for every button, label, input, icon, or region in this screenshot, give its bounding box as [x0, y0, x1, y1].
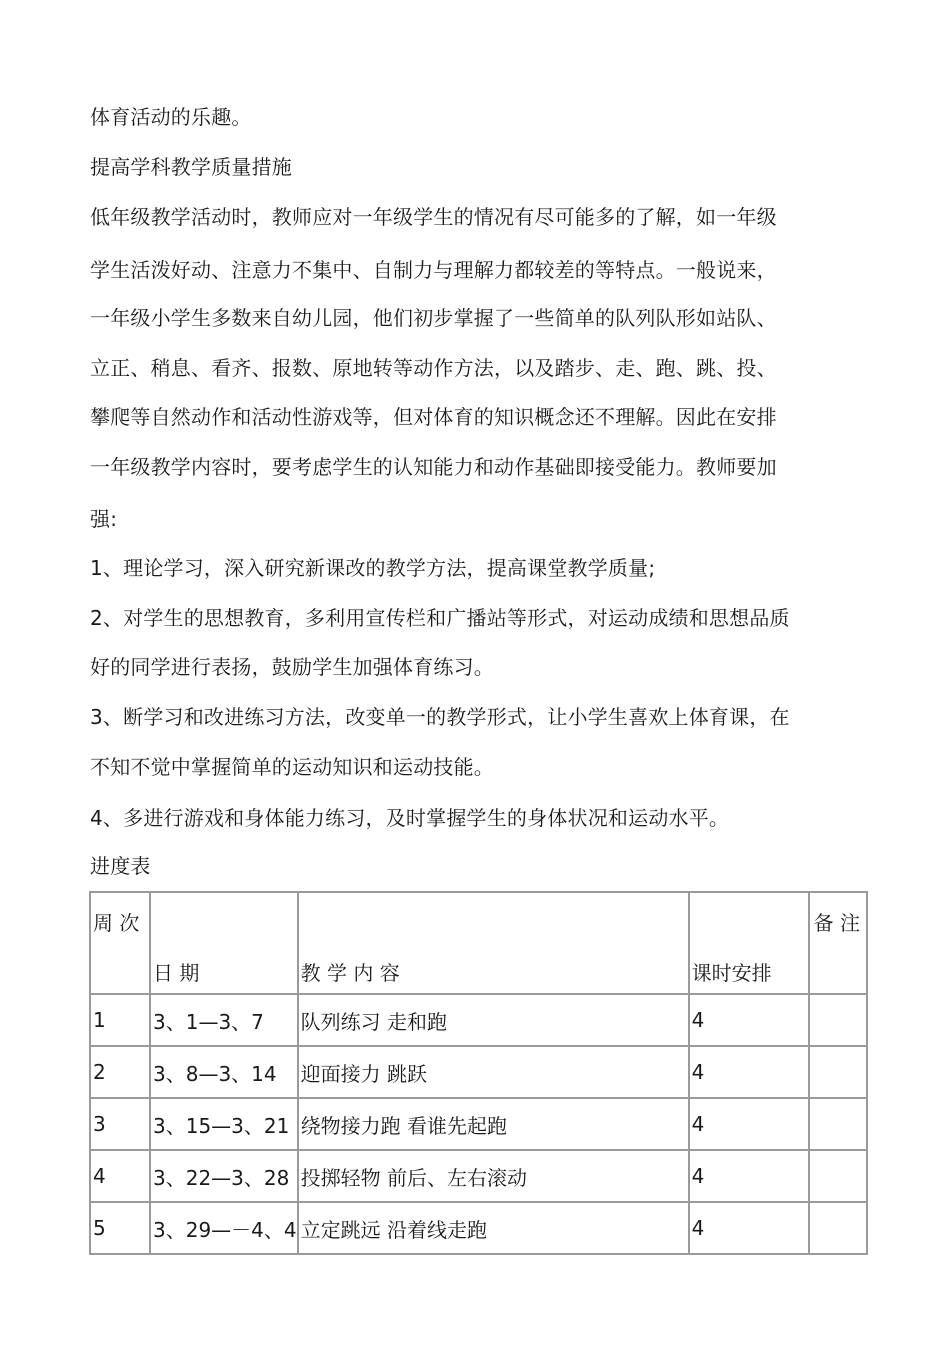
schedule-table: [89, 891, 868, 1255]
cell-week: 1: [90, 994, 150, 1046]
list-item: 3、断学习和改进练习方法，改变单一的教学形式，让小学生喜欢上体育课，在: [90, 705, 790, 729]
cell-hours: 4: [689, 1046, 809, 1098]
cell-note: [809, 1202, 867, 1254]
cell-date: 3、29—－4、4: [150, 1202, 298, 1254]
table-row: [90, 1046, 867, 1098]
paragraph-line: 学生活泼好动、注意力不集中、自制力与理解力都较差的等特点。一般说来，: [90, 258, 777, 282]
table-title: 进度表: [90, 854, 151, 878]
header-cell-hours: 课时安排: [689, 892, 809, 994]
cell-week: 4: [90, 1150, 150, 1202]
cell-note: [809, 1150, 867, 1202]
paragraph-line: 一年级小学生多数来自幼儿园，他们初步掌握了一些简单的队列队形如站队、: [90, 306, 777, 330]
cell-note: [809, 994, 867, 1046]
table-row: [90, 1098, 867, 1150]
table-row: [90, 1150, 867, 1202]
cell-content: 迎面接力 跳跃: [298, 1046, 689, 1098]
cell-date: 3、1—3、7: [150, 994, 298, 1046]
cell-week: 5: [90, 1202, 150, 1254]
cell-content: 立定跳远 沿着线走跑: [298, 1202, 689, 1254]
table-header-row: [90, 892, 867, 994]
section-heading: 提高学科教学质量措施: [90, 155, 292, 179]
cell-hours: 4: [689, 1150, 809, 1202]
cell-note: [809, 1098, 867, 1150]
cell-content: 投掷轻物 前后、左右滚动: [298, 1150, 689, 1202]
paragraph-line: 一年级教学内容时，要考虑学生的认知能力和动作基础即接受能力。教师要加: [90, 455, 777, 479]
paragraph-line: 低年级教学活动时，教师应对一年级学生的情况有尽可能多的了解，如一年级: [90, 205, 777, 229]
paragraph-line: 好的同学进行表扬，鼓励学生加强体育练习。: [90, 655, 494, 679]
cell-week: 2: [90, 1046, 150, 1098]
header-cell-week: 周 次: [90, 892, 150, 994]
cell-content: 绕物接力跑 看谁先起跑: [298, 1098, 689, 1150]
cell-week: 3: [90, 1098, 150, 1150]
paragraph-line: 立正、稍息、看齐、报数、原地转等动作方法，以及踏步、走、跑、跳、投、: [90, 356, 777, 380]
cell-hours: 4: [689, 1098, 809, 1150]
cell-content: 队列练习 走和跑: [298, 994, 689, 1046]
table-row: [90, 1202, 867, 1254]
header-cell-content: 教 学 内 容: [298, 892, 689, 994]
list-item: 2、对学生的思想教育，多利用宣传栏和广播站等形式，对运动成绩和思想品质: [90, 606, 790, 630]
cell-hours: 4: [689, 994, 809, 1046]
cell-note: [809, 1046, 867, 1098]
header-cell-note: 备 注: [809, 892, 867, 994]
list-item: 1、理论学习，深入研究新课改的教学方法，提高课堂教学质量;: [90, 556, 656, 580]
cell-date: 3、22—3、28: [150, 1150, 298, 1202]
paragraph-line: 不知不觉中掌握简单的运动知识和运动技能。: [90, 755, 494, 779]
paragraph-line: 攀爬等自然动作和活动性游戏等，但对体育的知识概念还不理解。因此在安排: [90, 405, 777, 429]
cell-hours: 4: [689, 1202, 809, 1254]
table-row: [90, 994, 867, 1046]
header-cell-date: 日 期: [150, 892, 298, 994]
cell-date: 3、8—3、14: [150, 1046, 298, 1098]
list-item: 4、多进行游戏和身体能力练习，及时掌握学生的身体状况和运动水平。: [90, 806, 730, 830]
paragraph-line: 体育活动的乐趣。: [90, 105, 252, 129]
paragraph-line: 强:: [90, 507, 118, 531]
cell-date: 3、15—3、21: [150, 1098, 298, 1150]
